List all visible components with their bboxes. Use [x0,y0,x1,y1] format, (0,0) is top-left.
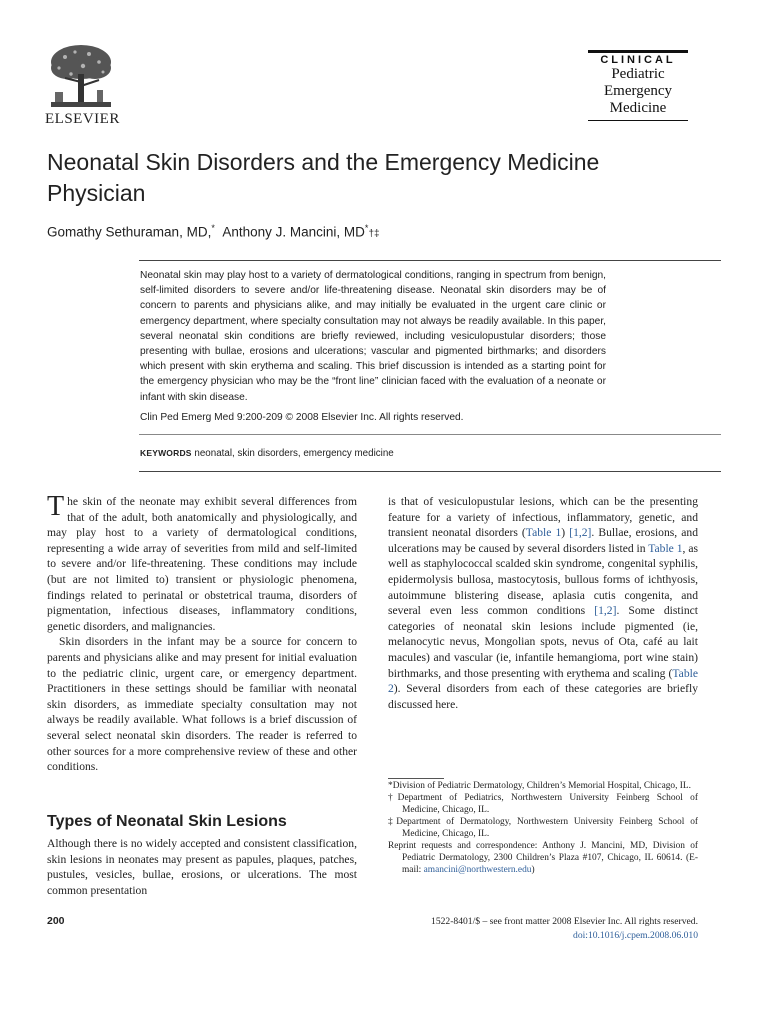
keywords-text: neonatal, skin disorders, emergency medicine [194,448,394,459]
reference-link[interactable]: [1,2] [569,526,592,540]
journal-line-1: Pediatric [611,66,665,82]
text-run: ). Several disorders from each of these categories are briefly discussed here. [388,682,698,711]
text-run: ) [561,526,570,540]
body-left-column [47,491,357,775]
reference-link[interactable]: [1,2] [594,604,617,618]
abstract-citation: Clin Ped Emerg Med 9:200-209 © 2008 Elsevier Inc. All rights reserved. [140,412,464,423]
author-2-affil-mark: * [364,223,369,233]
drop-cap: T [47,491,65,522]
body-paragraph-1-text: he skin of the neonate may exhibit several differences from that of the adult, both anatomically and physiologically, and may play host to a variety of dermatological conditions, representing a wide array of severities from mild and self-limited to severe and/or life-threatening. These conditions may include (but are not limited to) transient or physiologic phenomena, findings related to perinatal or obstetrical trauma, disorders of pigmentation, infectious diseases, inflammatory conditions, genetic disorders, and malignancies. [47,495,357,633]
article-title: Neonatal Skin Disorders and the Emergency Medicine Physician [47,149,600,206]
footnote-4-text: Reprint requests and correspondence: Anthony J. Mancini, MD, Division of Pediatric Dermatology, 2300 Children’s Plaza #107, Chicago, IL 60614. (E-mail: [388,841,698,875]
journal-line-2: Emergency [603,83,673,99]
author-line [47,223,380,240]
footnote-4-end: ) [531,865,535,875]
keywords [140,448,394,459]
abstract-top-rule [139,260,721,261]
text-run: , as well as staphylococcal scalded skin syndrome, congenital syphilis, epidermolysis bullosa, mastocytosis, bullous forms of ichthyosis, autoimmune blistering disease, aplasia cutis congenita, and several even less common conditions [388,541,698,618]
footnote-rule [388,778,444,779]
journal-divider [588,120,688,121]
table-2-link[interactable]: Table 2 [388,666,698,696]
copyright-line: 1522-8401/$ – see front matter 2008 Elsevier Inc. All rights reserved. [431,916,698,927]
section-heading: Types of Neonatal Skin Lesions [47,813,287,830]
body-left-column-2 [47,836,357,898]
author-2: Anthony J. Mancini, MD [222,224,365,240]
author-1-affil-mark: * [211,223,215,233]
body-right-column [388,494,698,712]
author-1: Gomathy Sethuraman, MD, [47,224,212,240]
footnote-3: ‡Department of Dermatology, Northwestern University Feinberg School of Medicine, Chicago, IL. [388,817,698,839]
table-1-link[interactable]: Table 1 [525,526,562,540]
journal-masthead [588,50,688,121]
footnote-4 [388,840,698,876]
journal-line-3: Medicine [609,100,667,116]
body-paragraph-1 [47,491,357,634]
footnote-1: *Division of Pediatric Dermatology, Children’s Memorial Hospital, Chicago, IL. [388,781,691,791]
text-run: . Bullae, erosions, and ulcerations may be caused by several disorders listed in [388,526,698,555]
keywords-label: KEYWORDS [140,448,192,458]
footnote-2: †Department of Pediatrics, Northwestern University Feinberg School of Medicine, Chicago, IL. [388,793,698,815]
body-paragraph-3: Although there is no widely accepted and consistent classification, skin lesions in neonates may present as papules, plaques, patches, pustules, vesicles, bullae, erosions, or ulcerations. The most common presentation [47,837,357,897]
keywords-top-rule [139,434,721,435]
publisher-name: ELSEVIER [45,111,120,127]
journal-clinical-label: CLINICAL [588,50,688,66]
copyright-block [388,915,698,943]
text-run: . Some distinct categories of neonatal skin lesions include pigmented (ie, melanocytic nevus, Mongolian spots, nevus of Ota, café au lait macules) and vascular (ie, infantile hemangioma, port wine stain) birthmarks, and those presenting with erythema and scaling ( [388,604,698,680]
elsevier-tree-logo [45,42,117,112]
text-run: is that of vesiculopustular lesions, which can be the presenting feature for a variety of infectious, inflammatory, genetic, and transient neonatal disorders ( [388,495,698,540]
page-number: 200 [47,915,65,927]
author-2-affil-marks: †‡ [368,228,380,240]
abstract-text: Neonatal skin may play host to a variety of dermatological conditions, ranging in spectrum from benign, self-limited disorders to severe and/or life-threatening disease. Neonatal skin disorders may be of concern to parents and physicians alike, and may initially be evaluated in the urgent care clinic or emergency department, where specialty consultation may not always be readily available. In this paper, several neonatal skin conditions are briefly reviewed, including vesiculopustular disorders; those presenting with bullae, erosions and ulcerations; vascular and pigmented birthmarks; and disorders which present with skin erythema and scaling. This brief discussion is intended as a starting point for the emergency physician who may be the “front line” clinician faced with the evaluation of a neonate or infant with skin disease. [140,270,606,403]
body-paragraph-4 [388,494,698,712]
table-1-link[interactable]: Table 1 [648,541,683,555]
footnotes [388,780,698,876]
body-paragraph-2: Skin disorders in the infant may be a source for concern to parents and physicians alike and may present for initial evaluation to the pediatric clinic, urgent care, or emergency department. Practitioners in these settings should be familiar with neonatal skin disorders, as immediate specialty consultation may not always be readily available. What follows is a brief discussion of several select neonatal skin disorders. The reader is referred to other sources for a more comprehensive review of these and other conditions. [47,635,357,774]
keywords-bottom-rule [139,471,721,472]
email-link[interactable]: amancini@northwestern.edu [423,865,532,875]
doi-link[interactable]: doi:10.1016/j.cpem.2008.06.010 [573,930,698,941]
